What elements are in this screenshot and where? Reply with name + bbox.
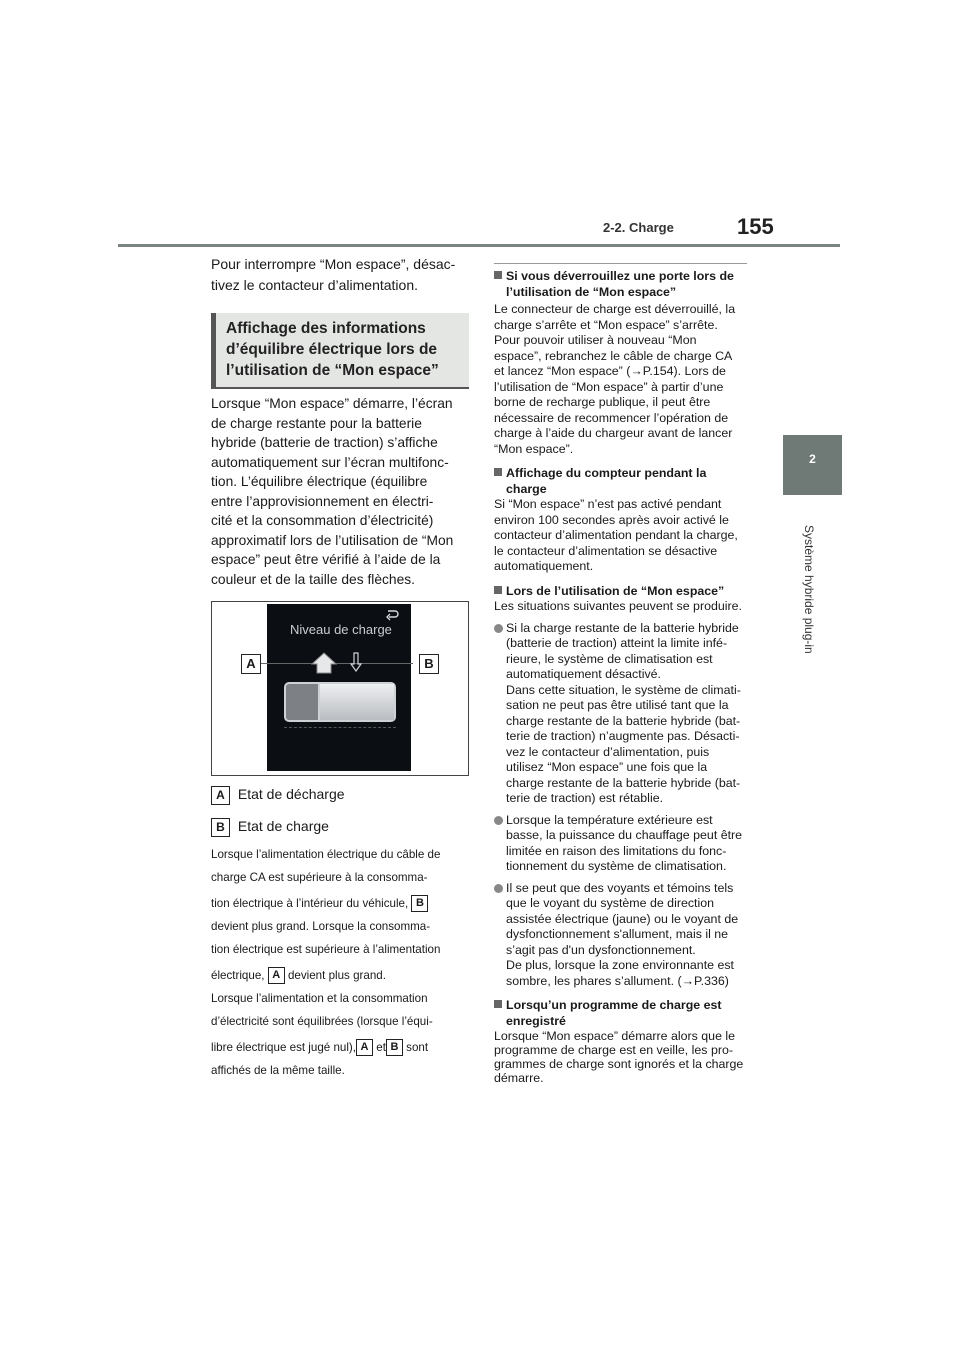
round-bullet-icon [494,624,503,633]
header-rule [118,244,840,247]
bullet-item: Il se peut que des voyants et témoins tels que le voyant du système de direction assistée électrique (jaune) ou le voyant de dysfonctionnement s'allument, mais il ne s’agit pas d'un dysfonctionnement. De plus, lorsque la zone environnante est sombre, les phares s’allument. (→P.336) [494,881,754,990]
text-line: Pour interrompre “Mon espace”, désac- [211,256,456,272]
chapter-title-vertical [800,525,820,655]
section-title-rule [211,387,469,389]
subsection-body: Lorsque “Mon espace” démarre alors que le programme de charge est en veille, les pro- grammes de charge sont ignorés et la charge démarre. [494,1029,744,1085]
text-line: Lorsque l’alimentation électrique du câble de [211,848,441,861]
chapter-title: Système hybride plug-in [802,525,816,654]
column-rule [494,263,747,264]
text-line: automatiquement sur l’écran multifonc- [211,454,449,470]
text-line: sont [406,1041,429,1054]
battery-gauge-used [286,684,318,720]
text-line: Lorsque “Mon espace” démarre, l’écran [211,396,453,411]
section-title [226,318,464,381]
inline-key-a: A [356,1039,373,1056]
text-line: devient plus grand. [287,969,386,982]
text-line: libre électrique est jugé nul), [211,1041,357,1054]
subsection-title: Lors de l’utilisation de “Mon espace” [494,584,754,600]
intro-paragraph [211,254,469,296]
subsection-title: Affichage du compteur pendant la charge [494,466,754,497]
title-line: Affichage des informations [226,320,426,337]
text-line: tion. L’équilibre électrique (équilibre [211,474,428,489]
text-line: hybride (batterie de traction) s’affiche [211,435,438,450]
section-title-bar [211,313,216,387]
bullet-item: Lorsque la température extérieure est basse, la puissance du chauffage peut être limitée en raison des limitations du fonc- tionnement du système de climatisation. [494,813,754,875]
text-line: tion électrique est supérieure à l’alimentation [211,943,441,956]
text-line: entre l’approvisionnement en électri- [211,493,434,509]
page-number: 155 [737,214,774,239]
figure-label-b: B [419,654,439,674]
legend-item [211,786,345,805]
battery-gauge-scale [284,727,396,730]
text-line: affichés de la même taille. [211,1064,345,1077]
chapter-number: 2 [809,452,816,466]
note-paragraph [211,843,473,1082]
subsection-body: Les situations suivantes peuvent se produire. [494,599,742,613]
square-bullet-icon [494,271,502,279]
screen-title: Niveau de charge [290,622,392,637]
bullet-item: Si la charge restante de la batterie hybride (batterie de traction) atteint la limite infé- rieure, le système de climatisation est automatiquement désactivé. Dans cette situation, le système de climati- sation ne peut pas être utilisé tant que la charge restante de la batterie hybride (bat- terie de traction) n’augmente pas. Désacti- vez le contacteur d’alimentation, puis utilisez “Mon espace” une fois que la charge restante de la batterie hybride (bat- terie de traction) est rétablie. [494,621,754,807]
text-line: couleur et de la taille des flèches. [211,571,416,587]
legend-text: Etat de charge [237,818,329,835]
text-line: devient plus grand. Lorsque la consomma- [211,920,431,933]
subsection-title: Si vous déverrouillez une porte lors de l’utilisation de “Mon espace” [494,269,754,300]
text-line: d’électricité sont équilibrées (lorsque l’équi- [211,1015,433,1028]
round-bullet-icon [494,816,503,825]
text-line: électrique, [211,969,265,982]
text-line: charge CA est supérieure à la consomma- [211,871,428,884]
legend-item [211,818,329,837]
text-line: de charge restante pour la batterie [211,415,422,431]
title-line: d’équilibre électrique lors de [226,341,438,358]
inline-key-a: A [268,967,285,984]
subsection-body: Le connecteur de charge est déverrouillé, la charge s’arrête et “Mon espace” s’arrête. Pour pouvoir utiliser à nouveau “Mon espace”, rebranchez le câble de charge CA et lancez “Mon espace” (→P.154). Lors de l’utilisation de “Mon espace” à partir d’une borne de recharge publique, il peut être nécessaire de recommencer l’opération de charge à l’aide du chargeur avant de lancer “Mon espace”. [494,302,736,456]
legend-key-b: B [211,818,230,837]
battery-gauge-remaining [320,684,394,720]
text-line: Lorsque l’alimentation et la consommation [211,992,428,1005]
charge-arrow-icon [350,652,362,672]
legend-text: Etat de décharge [237,786,345,803]
discharge-arrow-icon [311,652,337,674]
inline-key-b: B [386,1039,403,1056]
round-bullet-icon [494,884,503,893]
square-bullet-icon [494,586,502,594]
text-line: cité et la consommation d’électricité) [211,513,434,528]
return-icon [385,609,399,621]
legend-key-a: A [211,786,230,805]
square-bullet-icon [494,468,502,476]
title-line: l’utilisation de “Mon espace” [226,362,439,379]
subsection-body: Si “Mon espace” n’est pas activé pendant environ 100 secondes après avoir activé le contacteur d’alimentation pendant la charge, le contacteur d’alimentation se désactive automatiquement. [494,497,738,573]
inline-key-b: B [411,895,428,912]
square-bullet-icon [494,1000,502,1008]
text-line: espace” peut être vérifié à l’aide de la [211,552,441,567]
right-column [494,269,754,1085]
text-line: tion électrique à l’intérieur du véhicule, [211,897,409,910]
text-line: tivez le contacteur d’alimentation. [211,277,418,293]
figure-label-a: A [241,654,261,674]
text-line: approximatif lors de l’utilisation de “Mon [211,532,454,548]
section-header: 2-2. Charge [603,220,674,235]
text-line: et [376,1041,386,1054]
subsection-title: Lorsqu’un programme de charge est enregistré [494,998,754,1029]
body-paragraph [211,394,469,589]
